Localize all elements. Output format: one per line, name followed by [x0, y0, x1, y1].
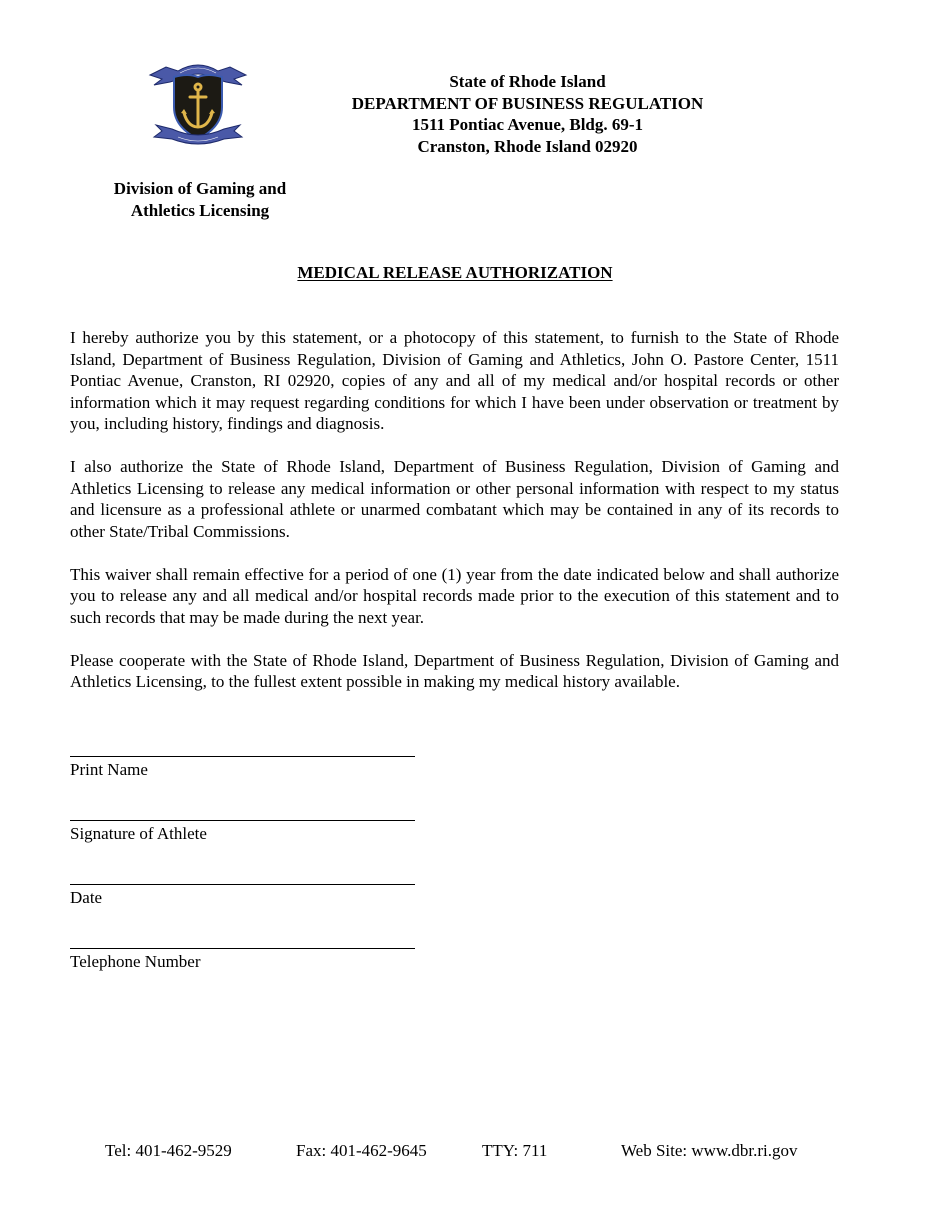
agency-city: Cranston, Rhode Island 02920 [417, 136, 638, 156]
paragraph-cooperation: Please cooperate with the State of Rhode Island, Department of Business Regulation, Division of Gaming and Athletics Licensing, to the fullest extent possible in making my medical history available. [70, 650, 839, 691]
print-name-label: Print Name [70, 760, 148, 779]
footer-website: Web Site: www.dbr.ri.gov [621, 1141, 798, 1160]
signature-label: Signature of Athlete [70, 824, 207, 843]
signature-fields [70, 738, 415, 994]
date-label: Date [70, 888, 103, 907]
document-title [0, 263, 910, 283]
division-line-1: Division of Gaming and [113, 179, 287, 198]
footer-tty: TTY: 711 [482, 1141, 548, 1160]
agency-header [300, 71, 755, 157]
telephone-field [70, 930, 415, 994]
print-name-field [70, 738, 415, 802]
signature-field [70, 802, 415, 866]
print-name-line[interactable] [70, 738, 415, 757]
footer-telephone: Tel: 401-462-9529 [105, 1141, 232, 1160]
paragraph-release: I also authorize the State of Rhode Island, Department of Business Regulation, Division of Gaming and Athletics Licensing to release any medical information or other personal information with respect to my status and licensure as a professional athlete or unarmed combatant which may be contained in any of its records to other State/Tribal Commissions. [70, 457, 839, 541]
agency-street: 1511 Pontiac Avenue, Bldg. 69-1 [411, 115, 644, 134]
division-line-2: Athletics Licensing [130, 201, 270, 220]
agency-department: DEPARTMENT OF BUSINESS REGULATION [351, 93, 704, 113]
signature-line[interactable] [70, 802, 415, 821]
paragraph-authorization: I hereby authorize you by this statement, or a photocopy of this statement, to furnish to the State of Rhode Island, Department of Business Regulation, Division of Gaming and Athletics, John O. Pastore Center, 1511 Pontiac Avenue, Cranston, RI 02920, copies of any and all of my medical and/or hospital records or other information which it may request regarding conditions for which I have been under observation or treatment by you, including history, findings and diagnosis. [70, 328, 839, 433]
rhode-island-seal-logo [148, 55, 248, 149]
date-line[interactable] [70, 866, 415, 885]
footer-fax: Fax: 401-462-9645 [296, 1141, 427, 1160]
paragraph-waiver-period: This waiver shall remain effective for a period of one (1) year from the date indicated below and shall authorize you to release any and all medical and/or hospital records made prior to the execution of this statement and to such records that may be made during the next year. [70, 564, 839, 627]
agency-state: State of Rhode Island [449, 72, 606, 91]
authorization-body [70, 327, 839, 714]
telephone-label: Telephone Number [70, 952, 201, 971]
document-title-text: MEDICAL RELEASE AUTHORIZATION [297, 263, 613, 282]
telephone-line[interactable] [70, 930, 415, 949]
division-name [95, 178, 305, 222]
date-field [70, 866, 415, 930]
